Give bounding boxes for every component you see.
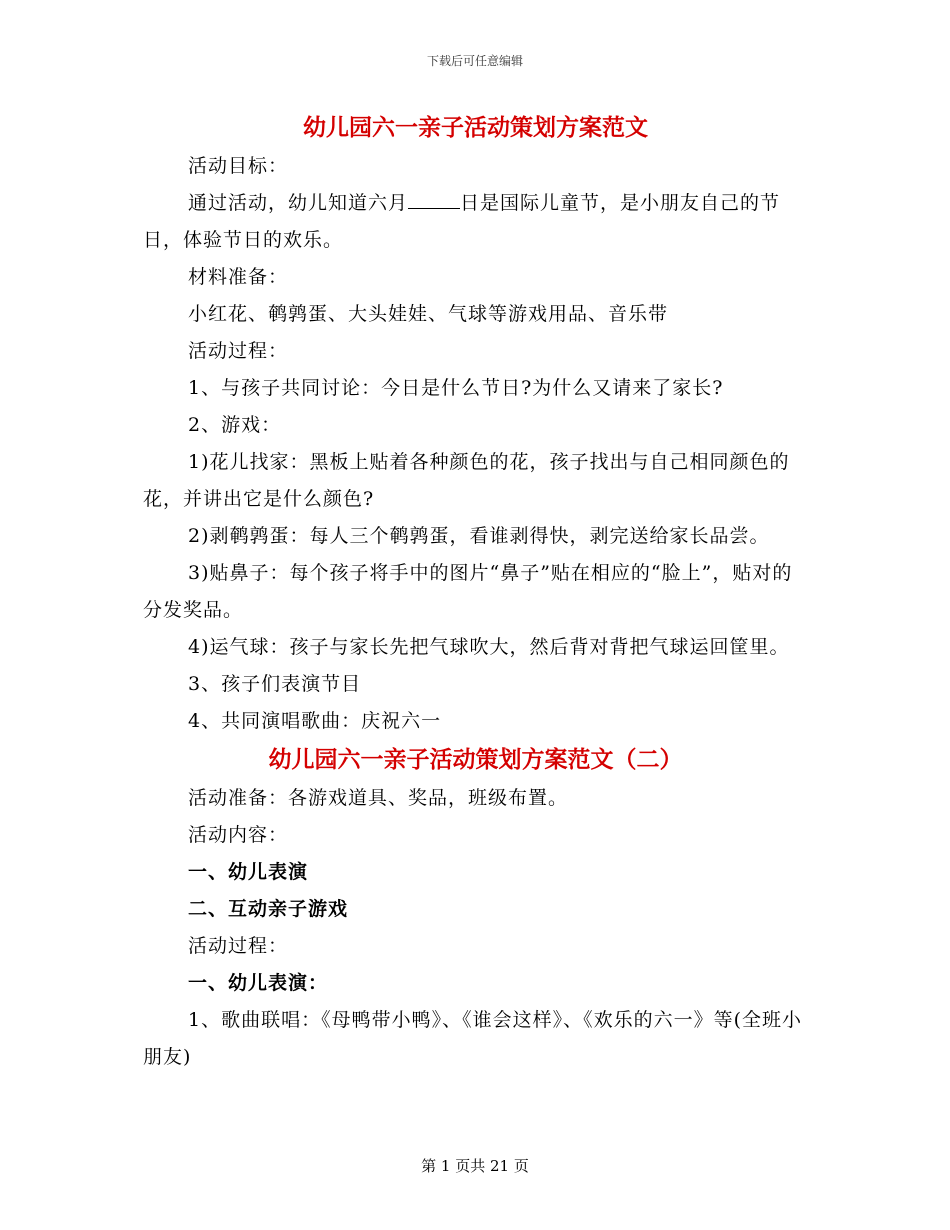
page-header: 下载后可任意编辑: [426, 54, 523, 68]
paragraph: 材料准备：: [188, 266, 289, 288]
paragraph-text: 日是国际儿童节，是小朋友自己的节日，体验节日的欢乐。: [143, 192, 781, 251]
bold-heading: 一、幼儿表演: [188, 861, 309, 883]
fill-in-blank: [408, 190, 460, 209]
paragraph: 2)剥鹌鹑蛋：每人三个鹌鹑蛋，看谁剥得快，剥完送给家长品尝。: [188, 525, 770, 547]
paragraph: 1、与孩子共同讨论：今日是什么节日?为什么又请来了家长?: [188, 377, 724, 399]
paragraph-text: 通过活动，幼儿知道六月: [188, 192, 409, 214]
paragraph: 3、孩子们表演节目: [188, 673, 362, 695]
paragraph: [143, 185, 808, 259]
paragraph: 1)花儿找家：黑板上贴着各种颜色的花，孩子找出与自己相同颜色的花，并讲出它是什么颜色?: [143, 451, 790, 510]
paragraph: 活动过程：: [188, 935, 289, 957]
paragraph: 小红花、鹌鹑蛋、大头娃娃、气球等游戏用品、音乐带: [188, 303, 669, 325]
section-title: 幼儿园六一亲子活动策划方案范文（二）: [268, 746, 683, 773]
paragraph: 1、歌曲联唱：《母鸭带小鸭》、《谁会这样》、《欢乐的六一》等(全班小朋友): [143, 1009, 803, 1068]
paragraph: 3)贴鼻子：每个孩子将手中的图片“鼻子”贴在相应的“脸上”，贴对的分发奖品。: [143, 562, 793, 621]
paragraph: 4、共同演唱歌曲：庆祝六一: [188, 710, 442, 732]
paragraph: 2、游戏：: [188, 414, 282, 436]
paragraph: 活动目标：: [188, 155, 289, 177]
paragraph: 活动准备：各游戏道具、奖品，班级布置。: [188, 787, 569, 809]
page-footer: 第 1 页共 21 页: [421, 1157, 529, 1175]
paragraph: 活动过程：: [188, 340, 289, 362]
paragraph: 4)运气球：孩子与家长先把气球吹大，然后背对背把气球运回筐里。: [188, 636, 790, 658]
paragraph: 活动内容：: [188, 824, 289, 846]
bold-heading: 二、互动亲子游戏: [188, 898, 349, 920]
document-title: 幼儿园六一亲子活动策划方案范文: [303, 114, 648, 141]
bold-heading: 一、幼儿表演：: [188, 972, 329, 994]
document-body: [143, 108, 808, 1076]
